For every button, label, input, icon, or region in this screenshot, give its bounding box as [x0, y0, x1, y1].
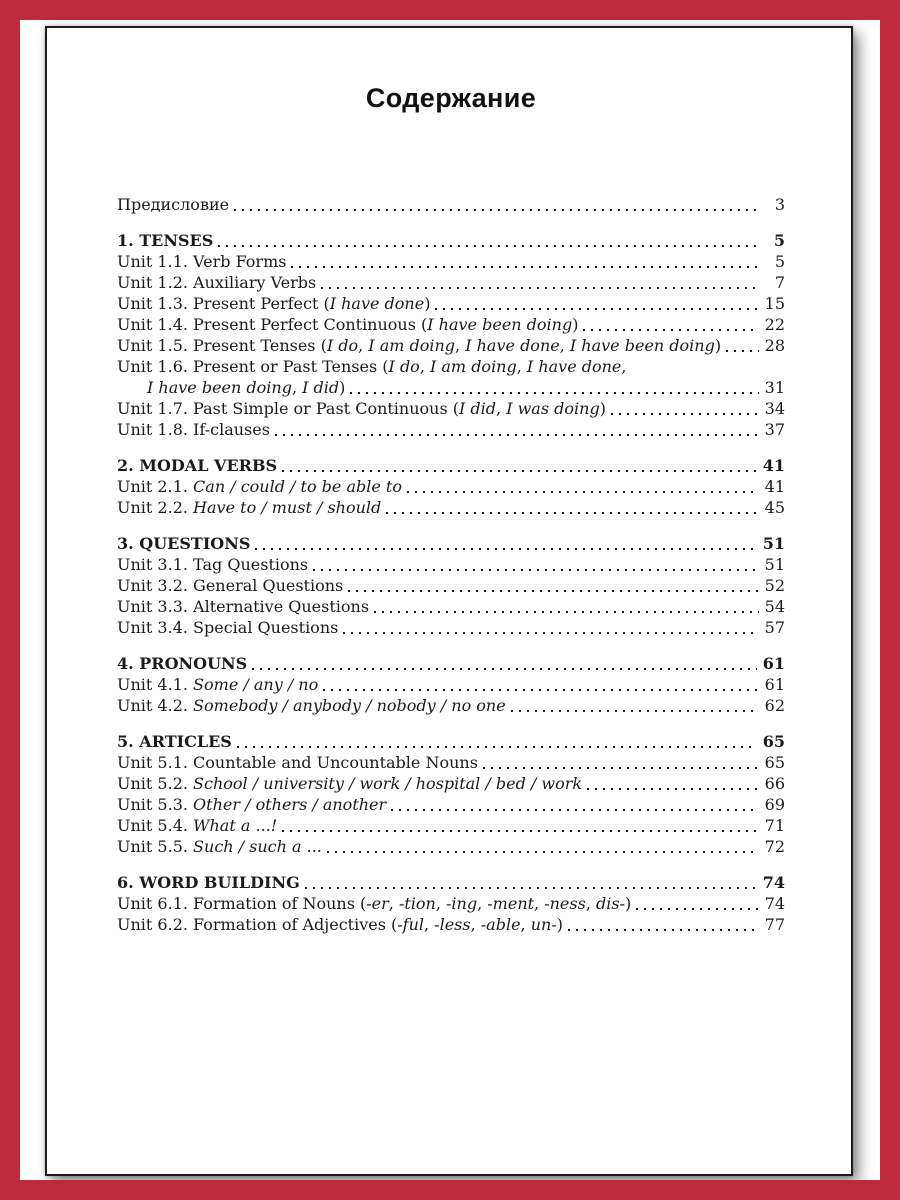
page-sheet	[45, 26, 853, 1176]
dot-leader	[435, 308, 758, 310]
toc-entry	[117, 314, 785, 335]
page-number: 34	[764, 399, 785, 418]
page-number: 69	[764, 795, 785, 814]
dot-leader	[374, 611, 759, 613]
page-number: 77	[764, 915, 785, 934]
page-title: Содержание	[365, 83, 537, 113]
toc-entry-label: Unit 2.2. Have to / must / should	[117, 498, 382, 517]
toc-entry	[117, 752, 785, 773]
toc-entry	[117, 476, 785, 497]
toc-entry-label: Unit 1.7. Past Simple or Past Continuous (I did, I was doing)	[117, 399, 606, 418]
toc-entry	[117, 836, 785, 857]
toc-entry-label: Unit 3.1. Tag Questions	[117, 555, 309, 574]
page-number: 74	[762, 873, 785, 892]
page-number: 31	[764, 378, 785, 397]
dot-leader	[636, 908, 758, 910]
toc-entry-label: Предисловие	[117, 195, 230, 214]
toc-entry-label: Unit 5.3. Other / others / another	[117, 795, 387, 814]
page-content	[47, 28, 851, 1174]
toc-entry	[117, 194, 785, 215]
page-number: 5	[774, 252, 785, 271]
page-number: 52	[764, 576, 785, 595]
toc-entry	[117, 293, 785, 314]
dot-leader	[483, 767, 759, 769]
dot-leader	[391, 809, 758, 811]
dot-leader	[291, 266, 759, 268]
toc-entry	[117, 398, 785, 419]
toc-entry-label: Unit 5.1. Countable and Uncountable Nouns	[117, 753, 478, 772]
page-number: 65	[764, 753, 785, 772]
dot-leader	[255, 548, 756, 550]
toc-entry	[117, 794, 785, 815]
toc-entry-label: 5. ARTICLES	[117, 732, 232, 751]
toc-entry-label: Unit 4.2. Somebody / anybody / nobody / no one	[117, 696, 506, 715]
toc-entry-label: Unit 5.2. School / university / work / hospital / bed / work	[117, 774, 583, 793]
toc-entry	[117, 815, 785, 836]
toc-entry	[117, 230, 785, 251]
dot-leader	[386, 512, 758, 514]
page-number: 61	[764, 675, 785, 694]
page-number: 57	[764, 618, 785, 637]
toc-entry-label: Unit 5.4. What a ...!	[117, 816, 278, 835]
toc-entry-label: Unit 6.1. Formation of Nouns (-er, -tion, -ing, -ment, -ness, dis-)	[117, 894, 632, 913]
toc-entry-label: Unit 3.4. Special Questions	[117, 618, 339, 637]
toc-entry-label: Unit 3.2. General Questions	[117, 576, 344, 595]
toc-entry	[117, 695, 785, 716]
dot-leader	[282, 470, 757, 472]
page-number: 51	[764, 555, 785, 574]
toc-entry-label: I have been doing, I did)	[147, 378, 346, 397]
toc-entry-label: 6. WORD BUILDING	[117, 873, 300, 892]
dot-leader	[234, 209, 759, 211]
dot-leader	[583, 329, 758, 331]
page-number: 7	[774, 273, 785, 292]
toc-entry	[117, 272, 785, 293]
toc-entry	[117, 554, 785, 575]
toc-entry-label: 3. QUESTIONS	[117, 534, 251, 553]
toc-entry	[117, 914, 785, 935]
dot-leader	[407, 491, 759, 493]
toc-entry	[117, 893, 785, 914]
dot-leader	[327, 851, 759, 853]
page-number: 3	[774, 195, 785, 214]
toc-entry	[117, 497, 785, 518]
toc-entry	[117, 596, 785, 617]
toc-entry-label: Unit 1.1. Verb Forms	[117, 252, 287, 271]
toc-entry-label: Unit 1.6. Present or Past Tenses (I do, I am doing, I have done,	[117, 357, 627, 376]
dot-leader	[252, 668, 757, 670]
toc-entry-label: Unit 1.4. Present Perfect Continuous (I have been doing)	[117, 315, 579, 334]
page-number: 15	[764, 294, 785, 313]
toc-entry	[117, 674, 785, 695]
toc-entry	[117, 356, 785, 377]
dot-leader	[218, 245, 759, 247]
page-number: 28	[764, 336, 785, 355]
toc-entry	[117, 575, 785, 596]
page-number: 54	[764, 597, 785, 616]
table-of-contents	[117, 194, 785, 935]
dot-leader	[726, 350, 759, 352]
toc-entry	[117, 377, 785, 398]
dot-leader	[511, 710, 759, 712]
toc-entry-label: Unit 3.3. Alternative Questions	[117, 597, 370, 616]
page-number: 65	[762, 732, 785, 751]
page-number: 51	[762, 534, 785, 553]
toc-entry-label: Unit 1.8. If-clauses	[117, 420, 270, 439]
toc-entry-label: Unit 1.5. Present Tenses (I do, I am doing, I have done, I have been doing)	[117, 336, 722, 355]
page-number: 37	[764, 420, 785, 439]
dot-leader	[313, 569, 759, 571]
page-number: 74	[764, 894, 785, 913]
toc-entry	[117, 251, 785, 272]
dot-leader	[587, 788, 759, 790]
toc-entry-label: 2. MODAL VERBS	[117, 456, 278, 475]
dot-leader	[343, 632, 758, 634]
page-number: 71	[764, 816, 785, 835]
toc-entry	[117, 872, 785, 893]
page-number: 41	[764, 477, 785, 496]
toc-entry-label: Unit 5.5. Such / such a ...	[117, 837, 322, 856]
dot-leader	[275, 434, 759, 436]
dot-leader	[350, 392, 758, 394]
toc-entry	[117, 773, 785, 794]
dot-leader	[305, 887, 757, 889]
dot-leader	[348, 590, 758, 592]
page-number: 41	[762, 456, 785, 475]
toc-entry-label: Unit 2.1. Can / could / to be able to	[117, 477, 402, 496]
dot-leader	[282, 830, 758, 832]
toc-entry	[117, 653, 785, 674]
page-number: 62	[764, 696, 785, 715]
toc-entry	[117, 455, 785, 476]
toc-entry-label: 1. TENSES	[117, 231, 214, 250]
toc-entry	[117, 335, 785, 356]
dot-leader	[611, 413, 759, 415]
page-number: 5	[773, 231, 785, 250]
dot-leader	[237, 746, 757, 748]
dot-leader	[568, 929, 759, 931]
page-number: 61	[762, 654, 785, 673]
toc-entry-label: Unit 1.3. Present Perfect (I have done)	[117, 294, 431, 313]
toc-entry	[117, 419, 785, 440]
page-number: 66	[764, 774, 785, 793]
dot-leader	[323, 689, 758, 691]
page-number: 72	[764, 837, 785, 856]
toc-entry-label: 4. PRONOUNS	[117, 654, 248, 673]
toc-entry	[117, 617, 785, 638]
toc-entry-label: Unit 6.2. Formation of Adjectives (-ful, -less, -able, un-)	[117, 915, 563, 934]
page-number: 45	[764, 498, 785, 517]
toc-entry	[117, 533, 785, 554]
toc-entry-label: Unit 4.1. Some / any / no	[117, 675, 319, 694]
toc-entry-label: Unit 1.2. Auxiliary Verbs	[117, 273, 317, 292]
dot-leader	[321, 287, 759, 289]
toc-entry	[117, 731, 785, 752]
page-number: 22	[764, 315, 785, 334]
